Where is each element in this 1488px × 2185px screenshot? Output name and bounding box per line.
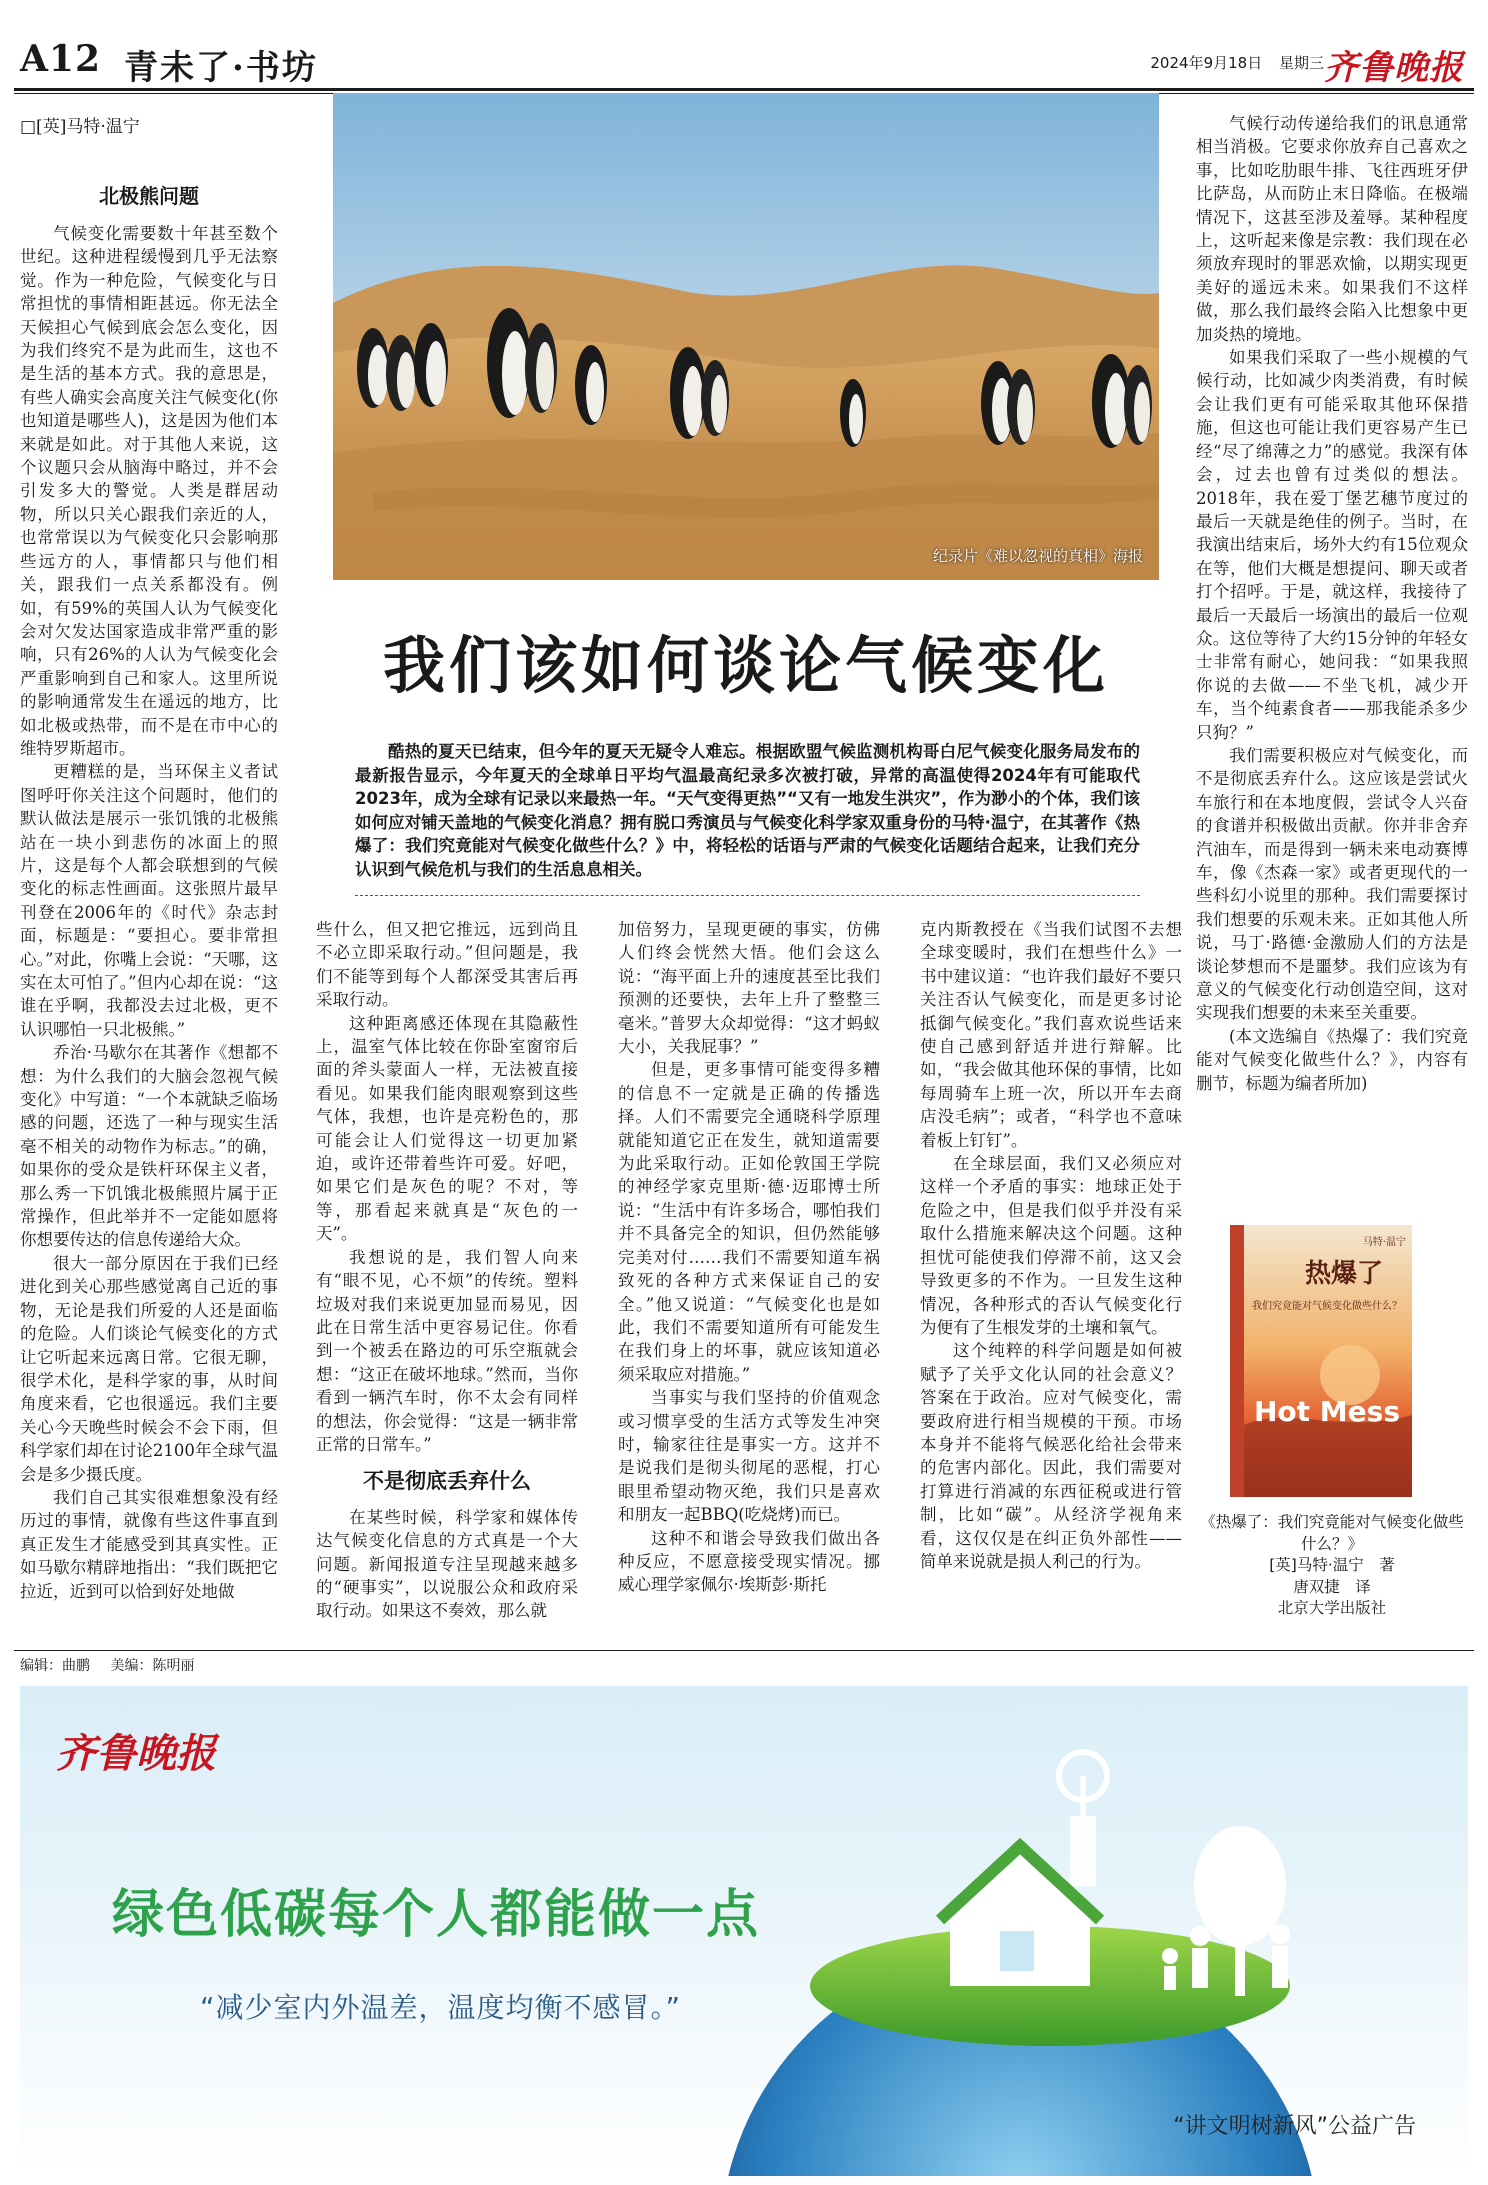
designer-name: 美编：陈明丽 [110, 1658, 195, 1674]
column-4 [920, 918, 1182, 1573]
subheading-polar-bear: 北极熊问题 [99, 184, 199, 208]
column-5 [1196, 112, 1468, 1095]
paragraph: 克内斯教授在《当我们试图不去想全球变暖时，我们在想些什么》一书中建议道：“也许我们最好不要只关注否认气候变化，而是更多讨论抵御气候变化。”我们喜欢说些话来使自己感到舒适并进行辩解。比如，“我会做其他环保的事情，比如每周骑车上班一次，所以开车去商店没毛病”；或者，“科学也不意味着板上钉钉”。 [920, 920, 1182, 1150]
paragraph: 很大一部分原因在于我们已经进化到关心那些感觉离自己近的事物，无论是我们所爱的人还是面临的危险。人们谈论气候变化的方式让它听起来远离日常。它很无聊，很学术化，是科学家的事，从时间角度来看，它也很遥远。我们主要关心今天晚些时候会不会下雨，但科学家们却在讨论2100年全球气温会是多少摄氏度。 [20, 1253, 278, 1484]
footer-rule [14, 1650, 1474, 1651]
ad-title: 绿色低碳每个人都能做一点 [112, 1885, 761, 1945]
paragraph: 我们需要积极应对气候变化，而不是彻底丢弃什么。这应该是尝试火车旅行和在本地度假，尝试令人兴奋的食谱并积极做出贡献。你并非舍弃汽油车，而是得到一辆未来电动赛博车，像《杰森一家》或者更现代的一些科幻小说里的那种。我们需要探讨我们想要的乐观未来。正如其他人所说，马丁·路德·金激励人们的方法是谈论梦想而不是噩梦。我们应该为有意义的气候变化行动创造空间，这对实现我们想要的未来至关重要。 [1196, 745, 1468, 1023]
book-cover-title: 热爆了 [1304, 1259, 1383, 1289]
paragraph: 气候行动传递给我们的讯息通常相当消极。它要求你放弃自己喜欢之事，比如吃肋眼牛排、飞往西班牙伊比萨岛，从而防止末日降临。在极端情况下，这甚至涉及羞辱。某种程度上，这听起来像是宗教：我们现在必须放弃现时的罪恶欢愉，以期实现更美好的遥远未来。如果我们不这样做，那么我们最终会陷入比想象中更加炎热的境地。 [1196, 114, 1468, 344]
paragraph: 在某些时候，科学家和媒体传达气候变化信息的方式真是一个大问题。新闻报道专注呈现越来越多的“硬事实”，以说服公众和政府采取行动。如果这不奏效，那么就 [316, 1507, 578, 1621]
paragraph: 这种不和谐会导致我们做出各种反应，不愿意接受现实情况。挪威心理学家佩尔·埃斯彭·斯托 [618, 1528, 880, 1595]
column-1 [20, 222, 278, 1603]
paragraph: 乔治·马歇尔在其著作《想都不想：为什么我们的大脑会忽视气候变化》中写道：“一个本就缺乏临场感的问题，还选了一种与现实生活毫不相关的动物作为标志。”的确，如果你的受众是铁杆环保主义者，那么秀一下饥饿北极熊照片属于正常操作，但此举并不一定能如愿将你想要传达的信息传递给大众。 [20, 1043, 278, 1250]
lead-divider [355, 895, 1140, 896]
section-name: 青未了·书坊 [124, 48, 318, 88]
book-cover-english-title: Hot Mess [1254, 1395, 1400, 1428]
byline: □[英]马特·温宁 [20, 117, 140, 137]
source-note: (本文选编自《热爆了：我们究竟能对气候变化做些什么？》，内容有删节，标题为编者所加) [1196, 1026, 1468, 1093]
page-header [14, 0, 1474, 90]
paragraph: 我想说的是，我们智人向来有“眼不见，心不烦”的传统。塑料垃圾对我们来说更加显而易见，因此在日常生活中更容易记住。你看到一个被丢在路边的可乐空瓶就会想：“这正在破坏地球。”然而，当你看到一辆汽车时，你不太会有同样的想法，你会觉得：“这是一辆非常正常的日常车。” [316, 1247, 578, 1454]
book-caption-translator: 唐双捷 译 [1293, 1577, 1371, 1596]
column-3 [618, 918, 880, 1597]
hero-image [333, 93, 1159, 580]
paragraph: 当事实与我们坚持的价值观念或习惯享受的生活方式等发生冲突时，输家往往是事实一方。这并不是说我们是彻头彻尾的恶棍，打心眼里希望动物灭绝，我们只是喜欢和朋友一起BBQ(吃烧烤)而已。 [618, 1388, 880, 1525]
ad-logo: 齐鲁晚报 [56, 1730, 216, 1777]
book-cover-image [1230, 1225, 1412, 1497]
date-text: 2024年9月18日 [1150, 54, 1263, 72]
book-caption-author: [英]马特·温宁 著 [1269, 1556, 1395, 1574]
subheading-not-abandon: 不是彻底丢弃什么 [363, 1469, 531, 1494]
editor-name: 编辑：曲鹏 [20, 1658, 90, 1674]
public-service-ad [20, 1686, 1468, 2176]
editor-credits [20, 1655, 210, 1675]
paragraph: 在全球层面，我们又必须应对这样一个矛盾的事实：地球正处于危险之中，但是我们似乎并没有采取什么措施来解决这个问题。这种担忧可能使我们停滞不前，这又会导致更多的不作为。一旦发生这种情况，各种形式的否认气候变化行为便有了生根发芽的土壤和氧气。 [920, 1154, 1182, 1337]
ad-slogan: “减少室内外温差，温度均衡不感冒。” [200, 1991, 682, 2024]
book-caption-publisher: 北京大学出版社 [1277, 1599, 1387, 1617]
lead-paragraph: 酷热的夏天已结束，但今年的夏天无疑令人难忘。根据欧盟气候监测机构哥白尼气候变化服务局发布的最新报告显示，今年夏天的全球单日平均气温最高纪录多次被打破，异常的高温使得2024年有可能取代2023年，成为全球有记录以来最热一年。“天气变得更热”“又有一地发生洪灾”，作为渺小的个体，我们该如何应对铺天盖地的气候变化消息？拥有脱口秀演员与气候变化科学家双重身份的马特·温宁，在其著作《热爆了：我们究竟能对气候变化做些什么？》中，将轻松的话语与严肃的气候变化话题结合起来，让我们充分认识到气候危机与我们的生活息息相关。 [355, 742, 1140, 879]
paragraph: 些什么，但又把它推远，远到尚且不必立即采取行动。”但问题是，我们不能等到每个人都深受其害后再采取行动。 [316, 920, 578, 1010]
book-cover-subtitle: 我们究竟能对气候变化做些什么？ [1252, 1301, 1402, 1312]
page-number: A12 [20, 38, 102, 80]
issue-date [1150, 52, 1324, 73]
paragraph: 加倍努力，呈现更硬的事实，仿佛人们终会恍然大悟。他们会这么说：“海平面上升的速度甚至比我们预测的还要快，去年上升了整整三毫米。”普罗大众却觉得：“这才蚂蚁大小，关我屁事？” [618, 920, 880, 1057]
paragraph: 如果我们采取了一些小规模的气候行动，比如减少肉类消费，有时候会让我们更有可能采取其他环保措施，但这也可能让我们更容易产生已经“尽了绵薄之力”的感觉。我深有体会，过去也曾有过类似的想法。2018年，我在爱丁堡艺穗节度过的最后一天就是绝佳的例子。当时，在我演出结束后，场外大约有15位观众在等，他们大概是想提问、聊天或者打个招呼。于是，就这样，我接待了最后一天最后一场演出的最后一位观众。这位等待了大约15分钟的年轻女士非常有耐心，她问我：“如果我照你说的去做——不坐飞机，减少开车，当个纯素食者——那我能杀多少只狗？” [1196, 348, 1468, 742]
paragraph: 更糟糕的是，当环保主义者试图呼吁你关注这个问题时，他们的默认做法是展示一张饥饿的北极熊站在一块小到悲伤的冰面上的照片，这是每个人都会联想到的气候变化的标志性画面。这张照片最早刊登在2006年的《时代》杂志封面，标题是：“要担心。要非常担心。”对此，你嘴上会说：“天哪，这实在太可怕了。”但内心却在说：“这谁在乎啊，我都没去过北极，更不认识哪怕一只北极熊。” [20, 762, 278, 1039]
paragraph: 但是，更多事情可能变得多糟的信息不一定就是正确的传播选择。人们不需要完全通晓科学原理就能知道它正在发生，就知道需要为此采取行动。正如伦敦国王学院的神经学家克里斯·德·迈耶博士所说：“生活中有许多场合，哪怕我们并不具备完全的知识，但仍然能够完美对付……我们不需要知道车祸致死的各种方式来保证自己的安全。”他又说道：“气候变化也是如此，我们不需要知道所有可能发生在我们身上的坏事，就应该知道必须采取应对措施。” [618, 1060, 880, 1384]
header-rule [14, 88, 1474, 91]
desert-penguins-illustration [333, 93, 1159, 580]
masthead-logo: 齐鲁晚报 [1324, 48, 1464, 88]
image-caption: 纪录片《难以忽视的真相》海报 [932, 547, 1143, 565]
weekday-text: 星期三 [1278, 54, 1324, 72]
book-caption [1196, 1512, 1468, 1620]
paragraph: 这种距离感还体现在其隐蔽性上，温室气体比较在你卧室窗帘后面的斧头蒙面人一样，无法被直接看见。如果我们能肉眼观察到这些气体，我想，也许是亮粉色的，那可能会让人们觉得这一切更加紧迫，或许还带着些许可爱。好吧，如果它们是灰色的呢？不对，等等，那看起来就真是“灰色的一天”。 [316, 1013, 578, 1244]
ad-footer: “讲文明树新风”公益广告 [1173, 2114, 1416, 2139]
book-cover-author: 马特·温宁 [1362, 1237, 1406, 1248]
column-2 [316, 918, 578, 1623]
paragraph: 这个纯粹的科学问题是如何被赋予了关乎文化认同的社会意义？答案在于政治。应对气候变化，需要政府进行相当规模的干预。市场本身并不能将气候恶化给社会带来的危害内部化。因此，我们需要对打算进行消减的东西征税或进行管制，比如“碳”。从经济学视角来看，这仅仅是在纠正负外部性——简单来说就是损人利己的行为。 [920, 1341, 1182, 1571]
headline: 我们该如何谈论气候变化 [382, 629, 1109, 702]
paragraph: 气候变化需要数十年甚至数个世纪。这种进程缓慢到几乎无法察觉。作为一种危险，气候变化与日常担忧的事情相距甚远。你无法全天候担心气候到底会怎么变化，因为我们终究不是为此而生，这也不是生活的基本方式。我的意思是，有些人确实会高度关注气候变化(你也知道是哪些人)，这是因为他们本来就是如此。对于其他人来说，这个议题只会从脑海中略过，并不会引发多大的警觉。人类是群居动物，所以只关心跟我们亲近的人，也常常误以为气候变化只会影响那些远方的人，事情都只与他们相关，跟我们一点关系都没有。例如，有59%的英国人认为气候变化会对欠发达国家造成非常严重的影响，只有26%的人认为气候变化会严重影响到自己和家人。这里所说的影响通常发生在遥远的地方，比如北极或热带，而不是在市中心的维特罗斯超市。 [20, 224, 278, 758]
paragraph: 我们自己其实很难想象没有经历过的事情，就像有些这件事直到真正发生才能感受到其真实性。正如马歇尔精辟地指出：“我们既把它拉近，近到可以恰到好处地做 [20, 1487, 278, 1601]
book-caption-title: 《热爆了：我们究竟能对气候变化做些什么？》 [1200, 1513, 1464, 1553]
